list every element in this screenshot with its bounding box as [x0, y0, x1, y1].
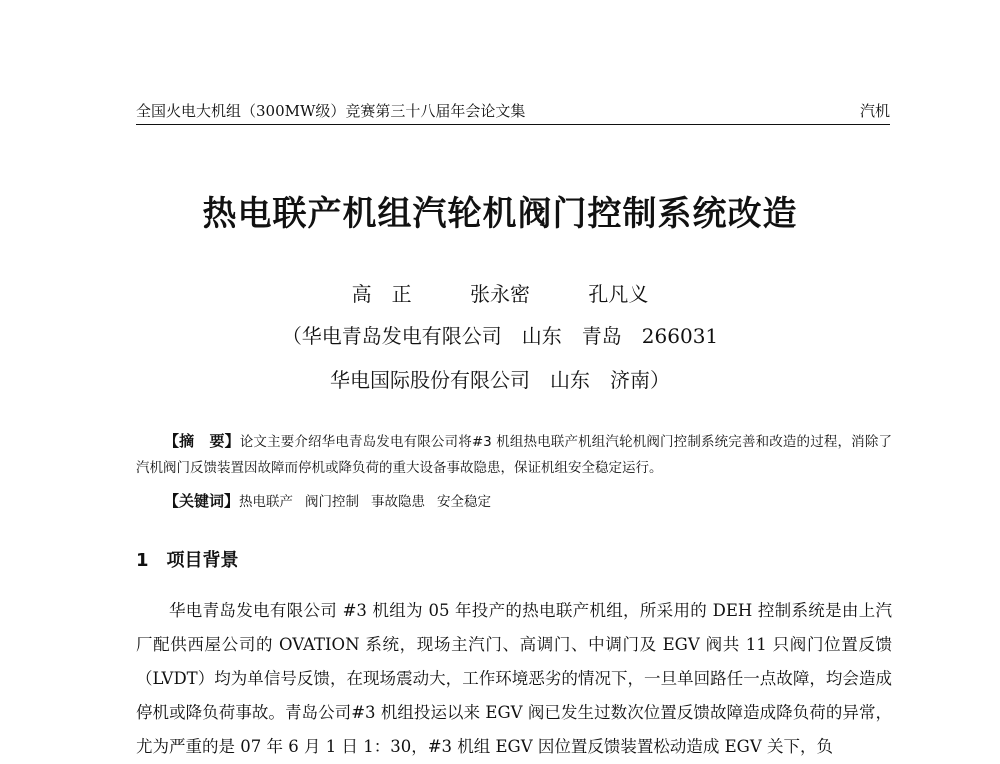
keyword: 阀门控制 [305, 494, 360, 510]
body-paragraph: 华电青岛发电有限公司 #3 机组为 05 年投产的热电联产机组，所采用的 DEH 控制系统是由上汽厂配供西屋公司的 OVATION 系统，现场主汽门、高调门、中调门及 EGV 阀共 11 只阀门位置反馈（LVDT）均为单信号反馈，在现场震动大，工作环境恶劣的情况下，一旦单回路任一点故障，均会造成停机或降负荷事故。青岛公司#3 机组投运以来 EGV 阀已发生过数次位置反馈故障造成降负荷的异常，尤为严重的是 07 年 6 月 1 日 1：30，#3 机组 EGV 因位置反馈装置松动造成 EGV 关下，负 [136, 601, 892, 756]
paper-title: 热电联产机组汽轮机阀门控制系统改造 [202, 194, 798, 234]
keywords [164, 488, 892, 515]
author: 高 正 [351, 282, 412, 306]
abstract-text: 论文主要介绍华电青岛发电有限公司将#3 机组热电联产机组汽轮机阀门控制系统完善和改造的过程，消除了汽机阀门反馈装置因故障而停机或降负荷的重大设备事故隐患，保证机组安全稳定运行。 [136, 434, 892, 476]
section-heading [136, 546, 239, 572]
section-title: 项目背景 [166, 550, 239, 571]
abstract-label: 【摘 要】 [164, 432, 240, 450]
section-number: 1 [136, 550, 149, 571]
author: 孔凡义 [588, 282, 649, 306]
keyword: 热电联产 [239, 494, 294, 510]
author: 张永密 [470, 282, 530, 306]
header-rule [136, 124, 890, 125]
affiliation-line: 华电国际股份有限公司 山东 济南） [330, 368, 670, 392]
header-proceedings-title: 全国火电大机组（300MW级）竞赛第三十八届年会论文集 [136, 102, 526, 120]
affiliation-line: （华电青岛发电有限公司 山东 青岛 266031 [281, 324, 719, 348]
header-section-label: 汽机 [859, 102, 890, 120]
running-header [136, 100, 890, 124]
keyword: 安全稳定 [437, 494, 492, 510]
keyword: 事故隐患 [371, 494, 426, 510]
keywords-label: 【关键词】 [164, 492, 240, 510]
author-list [0, 278, 1000, 307]
abstract [136, 428, 892, 481]
